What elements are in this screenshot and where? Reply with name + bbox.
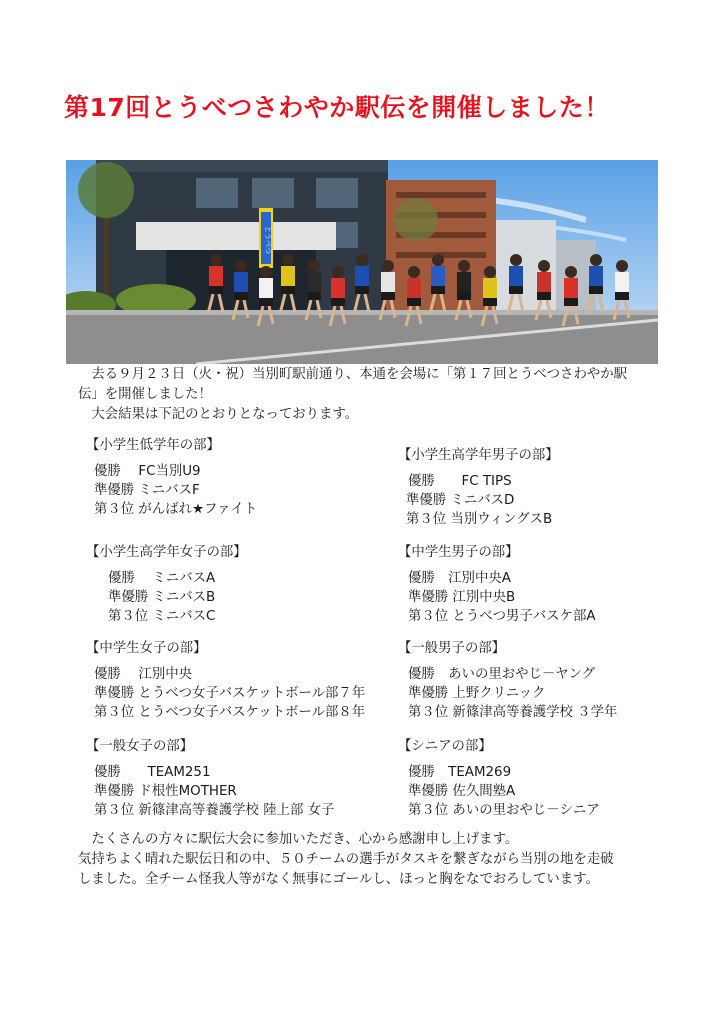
result-first: 優勝 TEAM251 [94, 765, 211, 780]
section-junior-high-girls [86, 639, 365, 722]
intro-text [78, 365, 668, 425]
section-heading: 【シニアの部】 [398, 739, 492, 754]
section-elementary-lower [86, 436, 257, 519]
result-first: 優勝 ミニバスA [108, 571, 216, 586]
result-second: 準優勝 ミニバスD [406, 493, 515, 508]
banner-text: とうべつ [264, 226, 272, 254]
closing-text [78, 830, 678, 890]
result-second: 準優勝 ド根性MOTHER [94, 784, 237, 799]
result-first: 優勝 江別中央 [94, 667, 192, 682]
closing-line-2: 気持ちよく晴れた駅伝日和の中、５０チームの選手がタスキを繋ぎながら当別の地を走破 [78, 852, 614, 867]
closing-line-1: たくさんの方々に駅伝大会に参加いただき、心から感謝申し上げます。 [91, 832, 519, 847]
intro-line-3: 大会結果は下記のとおりとなっております。 [91, 407, 359, 422]
section-general-women [86, 737, 334, 820]
result-second: 準優勝 ミニバスB [108, 590, 216, 605]
intro-line-2: 伝」を開催しました！ [78, 387, 212, 402]
section-heading: 【小学生高学年男子の部】 [398, 448, 559, 463]
result-third: 第３位 がんばれ★ファイト [94, 502, 258, 517]
result-third: 第３位 とうべつ女子バスケットボール部８年 [94, 705, 366, 720]
section-elementary-upper-girls [86, 543, 247, 626]
section-junior-high-boys [398, 543, 596, 626]
result-first: 優勝 TEAM269 [408, 765, 512, 780]
section-heading: 【一般女子の部】 [86, 739, 194, 754]
section-general-men [398, 639, 617, 722]
result-first: 優勝 FC TIPS [408, 474, 512, 489]
result-third: 第３位 あいの里おやじ－シニア [408, 803, 600, 818]
closing-line-3: しました。全チーム怪我人等がなく無事にゴールし、ほっと胸をなでおろしています。 [78, 872, 599, 887]
result-second: 準優勝 佐久間塾A [408, 784, 516, 799]
result-third: 第３位 新篠津高等養護学校 陸上部 女子 [94, 803, 335, 818]
section-heading: 【小学生高学年女子の部】 [86, 545, 247, 560]
result-third: 第３位 新篠津高等養護学校 ３学年 [408, 705, 618, 720]
intro-line-1: 去る９月２３日（火・祝）当別町駅前通り、本通を会場に「第１７回とうべつさわやか駅 [91, 367, 628, 382]
section-heading: 【中学生女子の部】 [86, 641, 207, 656]
page-title: 第17回とうべつさわやか駅伝を開催しました！ [64, 93, 610, 122]
section-elementary-upper-boys [398, 446, 559, 529]
result-second: 準優勝 江別中央B [408, 590, 516, 605]
result-first: 優勝 あいの里おやじ－ヤング [408, 667, 596, 682]
section-heading: 【小学生低学年の部】 [86, 438, 220, 453]
result-third: 第３位 ミニバスC [108, 609, 216, 624]
result-first: 優勝 FC当別U9 [94, 464, 201, 479]
result-first: 優勝 江別中央A [408, 571, 511, 586]
race-start-photo [66, 160, 658, 364]
result-third: 第３位 当別ウィングスB [406, 512, 553, 527]
section-senior [398, 737, 600, 820]
result-second: 準優勝 上野クリニック [408, 686, 546, 701]
result-second: 準優勝 ミニバスF [94, 483, 200, 498]
section-heading: 【一般男子の部】 [398, 641, 506, 656]
section-heading: 【中学生男子の部】 [398, 545, 519, 560]
result-second: 準優勝 とうべつ女子バスケットボール部７年 [94, 686, 366, 701]
result-third: 第３位 とうべつ男子バスケ部A [408, 609, 596, 624]
